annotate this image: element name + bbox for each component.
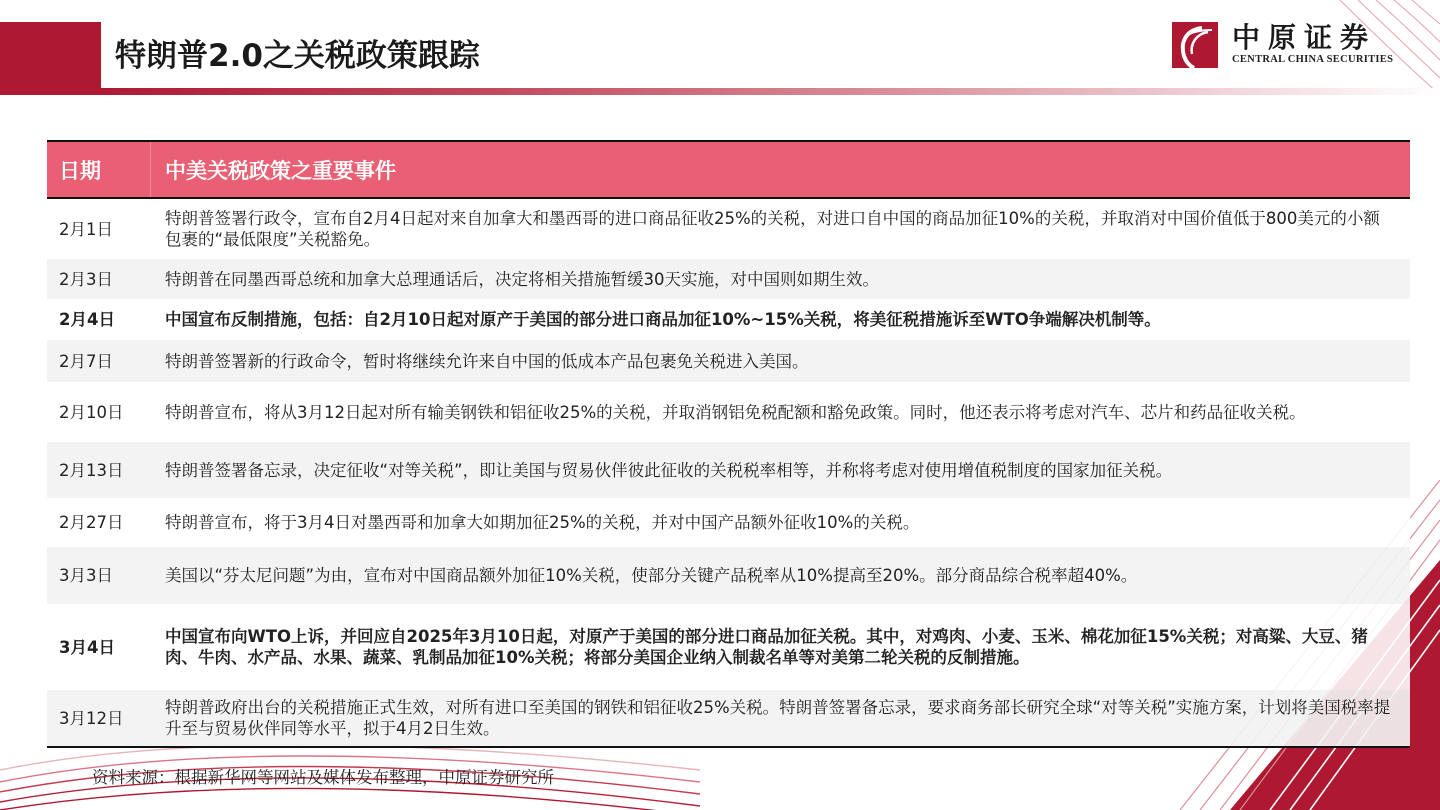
source-note: 资料来源：根据新华网等网站及媒体发布整理，中原证券研究所 [92,768,554,787]
tariff-events-table [47,140,1410,748]
table-row [47,299,1410,340]
row-event: 特朗普签署行政令，宣布自2月4日起对来自加拿大和墨西哥的进口商品征收25%的关税，对进口自中国的商品加征10%的关税，并取消对中国价值低于800美元的小额包裹的“最低限度”关税豁免。 [165,209,1380,249]
central-china-securities-logo-icon [1172,22,1218,68]
table-row [47,547,1410,604]
logo-name-cn: 中原证券 [1232,21,1377,54]
row-event: 美国以“芬太尼问题”为由，宣布对中国商品额外加征10%关税，使部分关键产品税率从10%提高至20%。部分商品综合税率超40%。 [165,566,1138,585]
table-row [47,442,1410,498]
title-divider [87,88,1440,95]
row-event: 特朗普签署备忘录，决定征收“对等关税”，即让美国与贸易伙伴彼此征收的关税税率相等，并称将考虑对使用增值税制度的国家加征关税。 [165,460,1173,480]
row-date: 2月13日 [59,460,124,480]
table-row [47,199,1410,259]
table-row [47,498,1410,547]
table-row [47,604,1410,690]
row-date: 2月7日 [59,351,113,371]
table-row [47,340,1410,382]
row-date: 2月27日 [59,513,124,532]
company-logo [1172,22,1412,70]
page-title: 特朗普2.0之关税政策跟踪 [115,38,480,74]
row-event: 特朗普宣布，将于3月4日对墨西哥和加拿大如期加征25%的关税，并对中国产品额外征收10%的关税。 [165,513,920,532]
row-event: 特朗普签署新的行政命令，暂时将继续允许来自中国的低成本产品包裹免关税进入美国。 [165,351,809,371]
table-row [47,382,1410,442]
column-header-event: 中美关税政策之重要事件 [165,158,396,183]
row-date: 3月4日 [59,637,115,657]
row-date: 2月3日 [59,269,113,289]
logo-name-en: CENTRAL CHINA SECURITIES [1232,54,1394,65]
table-row [47,259,1410,299]
table-row [47,690,1410,746]
row-date: 3月12日 [59,708,124,728]
row-date: 2月1日 [59,219,113,239]
row-event: 特朗普宣布，将从3月12日起对所有输美钢铁和铝征收25%的关税，并取消钢铝免税配额和豁免政策。同时，他还表示将考虑对汽车、芯片和药品征收关税。 [165,402,1306,422]
row-event: 特朗普在同墨西哥总统和加拿大总理通话后，决定将相关措施暂缓30天实施，对中国则如期生效。 [165,269,879,289]
row-event: 特朗普政府出台的关税措施正式生效，对所有进口至美国的钢铁和铝征收25%关税。特朗普签署备忘录，要求商务部长研究全球“对等关税”实施方案，计划将美国税率提升至与贸易伙伴同等水平，拟于4月2日生效。 [165,698,1391,738]
row-date: 2月4日 [59,310,115,329]
row-event: 中国宣布向WTO上诉，并回应自2025年3月10日起，对原产于美国的部分进口商品加征关税。其中，对鸡肉、小麦、玉米、棉花加征15%关税；对高粱、大豆、猪肉、牛肉、水产品、水果、蔬菜、乳制品加征10%关税；将部分美国企业纳入制裁名单等对美第二轮关税的反制措施。 [165,627,1368,667]
title-accent-block [0,22,101,95]
column-header-date: 日期 [47,142,151,197]
row-date: 2月10日 [59,402,124,422]
row-date: 3月3日 [59,566,113,585]
table-header [47,142,1410,199]
row-event: 中国宣布反制措施，包括：自2月10日起对原产于美国的部分进口商品加征10%~15%关税，将美征税措施诉至WTO争端解决机制等。 [165,310,1161,329]
